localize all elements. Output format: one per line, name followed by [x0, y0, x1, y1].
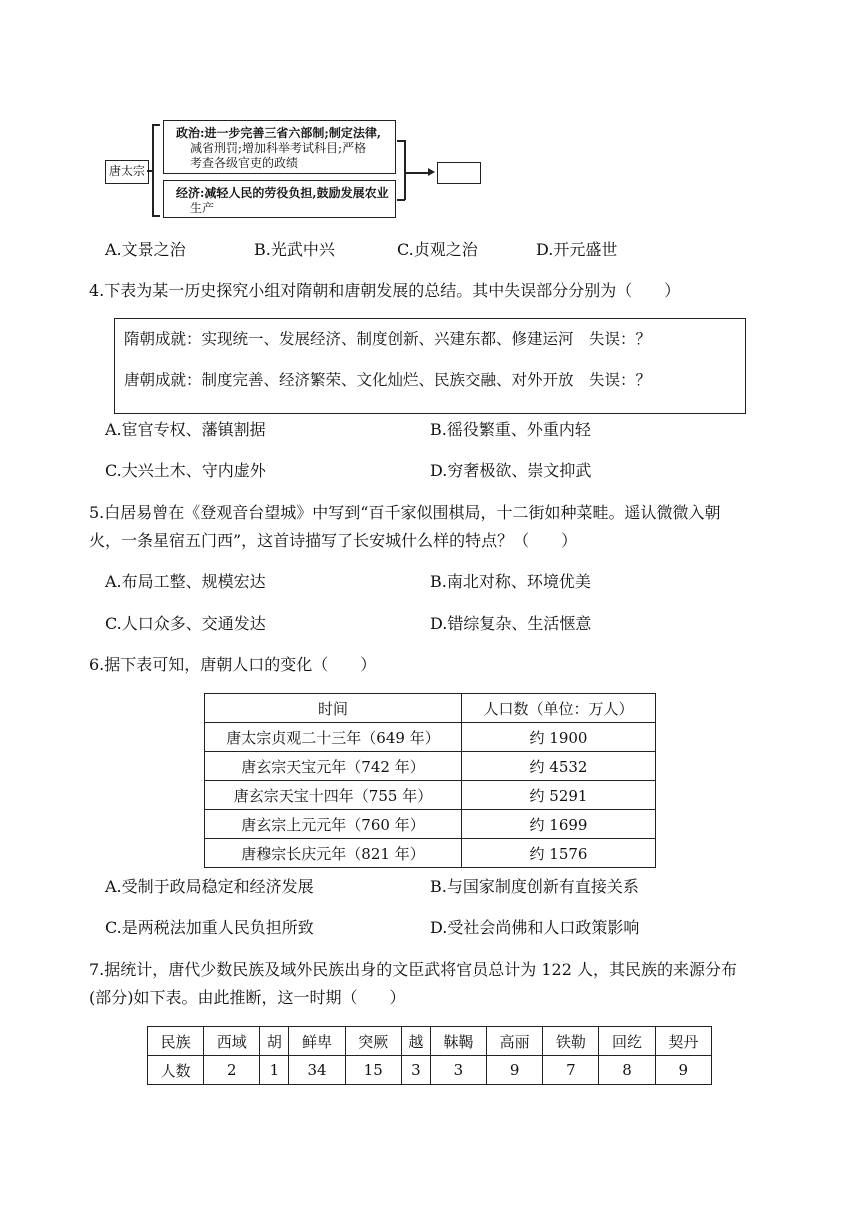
q5-option-b[interactable]: B.南北对称、环境优美: [430, 572, 591, 591]
q3-option-a[interactable]: A.文景之治: [105, 240, 186, 259]
q5-option-d[interactable]: D.错综复杂、生活惬意: [430, 614, 592, 633]
table-header-row: [148, 1027, 712, 1056]
politics-line-1: 政治:进一步完善三省六部制;制定法律,: [176, 126, 382, 140]
time-cell: 唐玄宗天宝元年（742 年）: [205, 752, 462, 781]
time-cell: 唐玄宗天宝十四年（755 年）: [205, 781, 462, 810]
count-cell: 34: [289, 1056, 345, 1085]
q6-option-d[interactable]: D.受社会尚佛和人口政策影响: [430, 918, 640, 937]
count-cell: 3: [430, 1056, 486, 1085]
ethnic-cell: 铁勒: [543, 1027, 599, 1056]
q4-option-a[interactable]: A.宦官专权、藩镇割据: [105, 420, 266, 439]
population-cell: 约 1900: [462, 723, 656, 752]
economy-line-2: 生产: [190, 201, 215, 215]
arrow-head-icon: [428, 168, 435, 176]
q6-option-c[interactable]: C.是两税法加重人民负担所致: [105, 918, 314, 937]
q4-option-d[interactable]: D.穷奢极欲、崇文抑武: [430, 461, 592, 480]
q6-option-b[interactable]: B.与国家制度创新有直接关系: [430, 877, 639, 896]
q5-stem-line-1: 5.白居易曾在《登观音台望城》中写到“百千家似围棋局，十二街如种菜畦。遥认微微入朝: [89, 503, 721, 522]
ethnic-cell: 回纥: [599, 1027, 655, 1056]
count-cell: 9: [655, 1056, 711, 1085]
table-row: [205, 839, 656, 868]
diagram-left-label: 唐太宗: [109, 164, 146, 178]
q5-stem-line-2: 火，一条星宿五门西”，这首诗描写了长安城什么样的特点？（ ）: [89, 531, 578, 550]
politics-line-2: 减省刑罚;增加科举考试科目;严格: [190, 141, 367, 155]
q6-stem: 6.据下表可知，唐朝人口的变化（ ）: [89, 655, 377, 674]
q4-option-c[interactable]: C.大兴土木、守内虚外: [105, 461, 266, 480]
count-cell: 2: [204, 1056, 260, 1085]
q4-option-b[interactable]: B.徭役繁重、外重内轻: [430, 420, 591, 439]
table-row: [148, 1056, 712, 1085]
q7-stem-line-2: (部分)如下表。由此推断，这一时期（ ）: [89, 988, 406, 1007]
population-table: [204, 693, 656, 868]
time-cell: 唐玄宗上元元年（760 年）: [205, 810, 462, 839]
count-cell: 15: [345, 1056, 401, 1085]
header-time: 时间: [205, 694, 462, 723]
ethnic-cell: 契丹: [655, 1027, 711, 1056]
table-header-row: [205, 694, 656, 723]
header-population: 人口数（单位：万人）: [462, 694, 656, 723]
count-cell: 3: [401, 1056, 430, 1085]
ethnic-cell: 民族: [148, 1027, 204, 1056]
count-cell: 8: [599, 1056, 655, 1085]
ethnic-cell: 高丽: [487, 1027, 543, 1056]
count-cell: 人数: [148, 1056, 204, 1085]
q3-option-c[interactable]: C.贞观之治: [397, 240, 478, 259]
table-row: [205, 723, 656, 752]
population-cell: 约 1576: [462, 839, 656, 868]
count-cell: 9: [487, 1056, 543, 1085]
politics-line-3: 考查各级官吏的政绩: [190, 156, 299, 170]
table-row: [205, 752, 656, 781]
table-row: [205, 781, 656, 810]
population-cell: 约 1699: [462, 810, 656, 839]
population-cell: 约 5291: [462, 781, 656, 810]
q6-option-a[interactable]: A.受制于政局稳定和经济发展: [105, 877, 314, 896]
ethnic-cell: 突厥: [345, 1027, 401, 1056]
q3-option-d[interactable]: D.开元盛世: [536, 240, 618, 259]
q4-tang-row: 唐朝成就：制度完善、经济繁荣、文化灿烂、民族交融、对外开放 失误：？: [124, 371, 652, 389]
time-cell: 唐穆宗长庆元年（821 年）: [205, 839, 462, 868]
q4-sui-row: 隋朝成就：实现统一、发展经济、制度创新、兴建东都、修建运河 失误：？: [124, 330, 652, 348]
economy-line-1: 经济:减轻人民的劳役负担,鼓励发展农业: [176, 186, 389, 200]
population-cell: 约 4532: [462, 752, 656, 781]
ethnic-cell: 鲜卑: [289, 1027, 345, 1056]
count-cell: 1: [260, 1056, 289, 1085]
ethnic-table: [147, 1026, 712, 1085]
count-cell: 7: [543, 1056, 599, 1085]
answer-blank-box: [437, 162, 481, 184]
q4-stem: 4.下表为某一历史探究小组对隋朝和唐朝发展的总结。其中失误部分分别为（ ）: [89, 281, 681, 300]
q5-option-a[interactable]: A.布局工整、规模宏达: [105, 572, 266, 591]
q5-option-c[interactable]: C.人口众多、交通发达: [105, 614, 266, 633]
ethnic-cell: 靺鞨: [430, 1027, 486, 1056]
q3-option-b[interactable]: B.光武中兴: [254, 240, 335, 259]
ethnic-cell: 胡: [260, 1027, 289, 1056]
q7-stem-line-1: 7.据统计，唐代少数民族及域外民族出身的文臣武将官员总计为 122 人，其民族的来源分布: [89, 960, 737, 979]
time-cell: 唐太宗贞观二十三年（649 年）: [205, 723, 462, 752]
ethnic-cell: 越: [401, 1027, 430, 1056]
table-row: [205, 810, 656, 839]
ethnic-cell: 西域: [204, 1027, 260, 1056]
